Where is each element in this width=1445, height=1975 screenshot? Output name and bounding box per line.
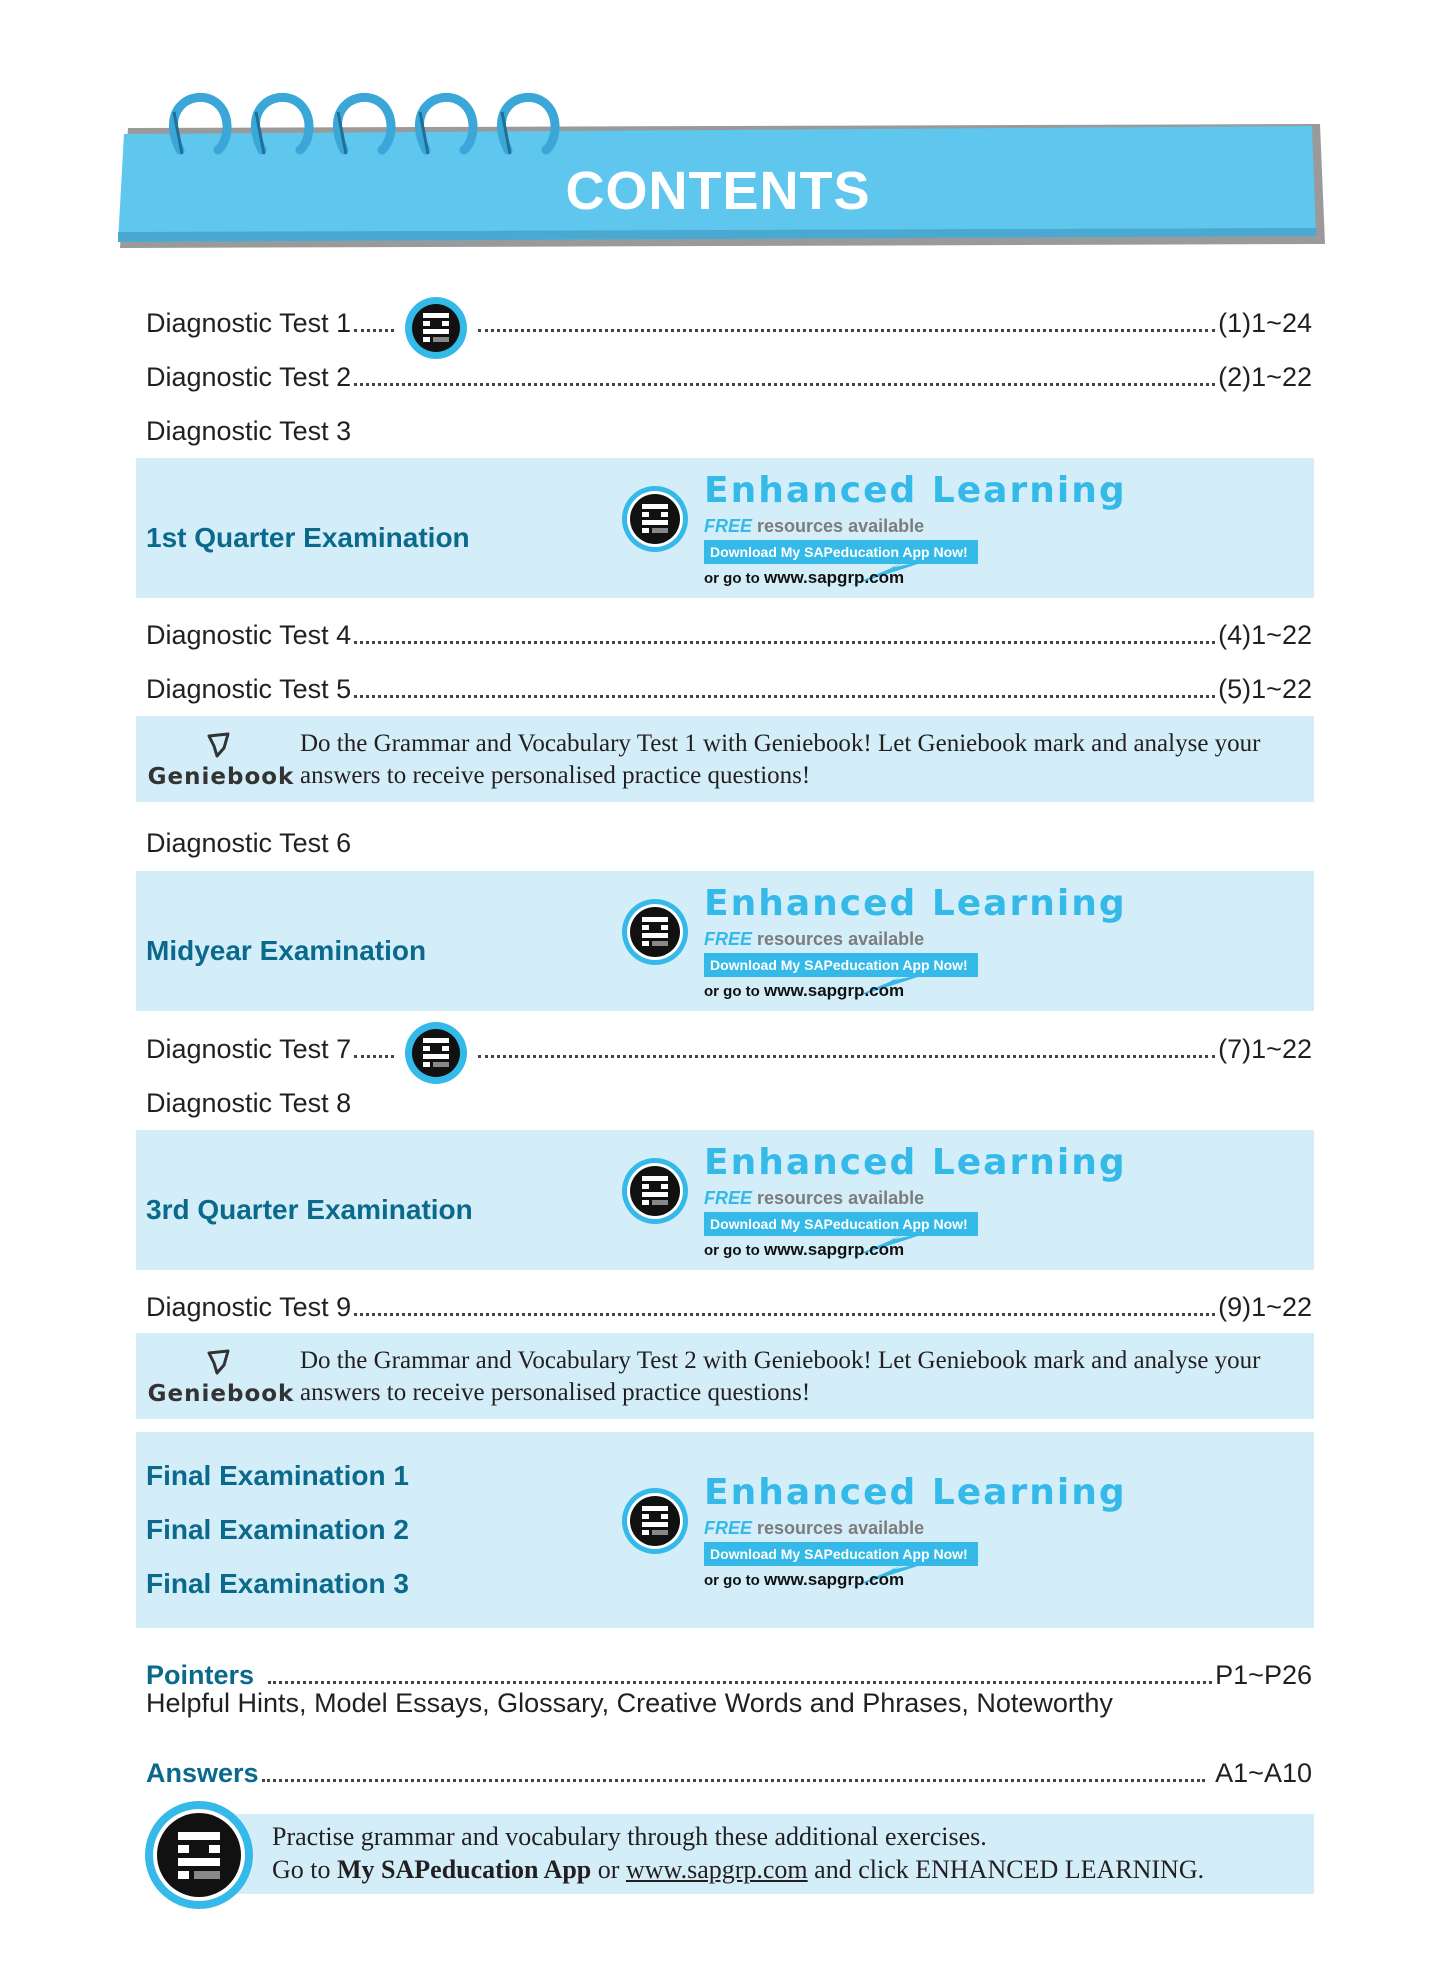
enhanced-learning-title: Enhanced Learning [704,883,1127,924]
exam-label-final-3[interactable]: Final Examination 3 [146,1568,409,1599]
toc-page: (9)1~22 [1218,1292,1312,1322]
geniebook-text: Do the Grammar and Vocabulary Test 2 with Geniebook! Let Geniebook mark and analyse your answers to receive personalised practice questions! [300,1347,1261,1406]
pointers-subtitle: Helpful Hints, Model Essays, Glossary, Creative Words and Phrases, Noteworthy [146,1688,1113,1718]
geniebook-text: Do the Grammar and Vocabulary Test 1 with Geniebook! Let Geniebook mark and analyse your answers to receive personalised practice questions! [300,730,1261,789]
dot-leader [478,328,1215,332]
dot-leader [354,1054,394,1058]
dot-leader [354,694,1215,698]
toc-label: Diagnostic Test 5 [146,674,352,704]
panel-geniebook-1 [136,716,1314,802]
panel-midyear [136,871,1314,1011]
app-name: My SAPeducation App [337,1855,592,1884]
enhanced-learning-title: Enhanced Learning [704,1472,1127,1513]
panel-1st-quarter [136,458,1314,598]
download-app-text: Download My SAPeducation App Now! [704,1212,978,1236]
exam-label[interactable]: 1st Quarter Examination [146,522,470,553]
toc-label: Diagnostic Test 9 [146,1292,352,1322]
geniebook-name: Geniebook [147,1381,295,1407]
toc-label: Diagnostic Test 2 [146,362,352,392]
site-text: or go to www.sapgrp.com [704,1240,905,1259]
toc-page: (7)1~22 [1218,1034,1312,1064]
panel-final-examinations [136,1432,1314,1628]
enhanced-learning-title: Enhanced Learning [704,470,1127,511]
site-text: or go to www.sapgrp.com [704,981,905,1000]
enhanced-learning-logo-icon [620,1156,690,1226]
toc-entry-diagnostic-test-1[interactable] [146,300,1312,340]
toc-entry-diagnostic-test-2[interactable] [146,354,1312,394]
enhanced-learning-badge[interactable] [620,883,1127,1015]
dot-leader [354,382,1215,386]
panel-3rd-quarter [136,1130,1314,1270]
enhanced-learning-logo-icon [620,484,690,554]
toc-label: Diagnostic Test 4 [146,620,352,650]
dot-leader [354,328,394,332]
site-text: or go to www.sapgrp.com [704,568,905,587]
toc-entry-diagnostic-test-8[interactable] [146,1080,1312,1120]
footer-line-1: Practise grammar and vocabulary through these additional exercises. [272,1822,987,1851]
dot-leader [354,640,1215,644]
toc-label: Diagnostic Test 7 [146,1034,352,1064]
toc-entry-answers[interactable] [146,1750,1312,1790]
geniebook-name: Geniebook [147,764,295,790]
toc-page: (4)1~22 [1218,620,1312,650]
enhanced-learning-logo-icon[interactable] [144,1800,254,1910]
exam-label[interactable]: 3rd Quarter Examination [146,1194,473,1225]
geniebook-logo[interactable] [146,730,296,800]
free-resources-text: FREE resources available [704,929,925,949]
enhanced-learning-title: Enhanced Learning [704,1142,1127,1183]
enhanced-learning-badge[interactable] [620,1142,1127,1274]
toc-page: P1~P26 [1215,1660,1312,1690]
enhanced-learning-logo-icon[interactable] [403,1020,469,1086]
toc-label: Diagnostic Test 8 [146,1088,352,1118]
enhanced-learning-logo-icon [620,1486,690,1556]
toc-entry-diagnostic-test-4[interactable] [146,612,1312,652]
enhanced-learning-logo-icon [620,897,690,967]
enhanced-learning-badge[interactable] [620,470,1127,602]
toc-label: Pointers [146,1660,255,1690]
toc-page: (1)1~24 [1218,308,1312,338]
free-resources-text: FREE resources available [704,1518,925,1538]
dot-leader [262,1778,1206,1782]
footer-line-2: Go to My SAPeducation App or www.sapgrp.com and click ENHANCED LEARNING. [272,1855,1205,1884]
page-title: CONTENTS [565,161,871,221]
toc-entry-diagnostic-test-6[interactable] [146,820,1312,860]
free-resources-text: FREE resources available [704,516,925,536]
exam-label-final-2[interactable]: Final Examination 2 [146,1514,409,1545]
geniebook-lamp-icon [204,1347,234,1377]
toc-entry-diagnostic-test-7[interactable] [146,1026,1312,1066]
download-app-text: Download My SAPeducation App Now! [704,540,978,564]
toc-label: Diagnostic Test 6 [146,828,352,858]
exam-label-final-1[interactable]: Final Examination 1 [146,1460,409,1491]
toc-label: Diagnostic Test 1 [146,308,352,338]
download-app-text: Download My SAPeducation App Now! [704,1542,978,1566]
site-link[interactable]: www.sapgrp.com [625,1855,808,1884]
toc-entry-diagnostic-test-3[interactable] [146,408,1312,448]
toc-page: A1~A10 [1215,1758,1312,1788]
geniebook-logo[interactable] [146,1347,296,1417]
geniebook-lamp-icon [204,730,234,760]
toc-entry-diagnostic-test-5[interactable] [146,666,1312,706]
panel-geniebook-2 [136,1333,1314,1419]
footer-text [272,1820,1312,1886]
toc-label: Diagnostic Test 3 [146,416,352,446]
dot-leader [268,1680,1212,1684]
toc-page: (5)1~22 [1218,674,1312,704]
dot-leader [354,1312,1215,1316]
toc-page: (2)1~22 [1218,362,1312,392]
download-app-text: Download My SAPeducation App Now! [704,953,978,977]
enhanced-learning-logo-icon[interactable] [403,295,469,361]
free-resources-text: FREE resources available [704,1188,925,1208]
toc-entry-diagnostic-test-9[interactable] [146,1284,1312,1324]
dot-leader [478,1054,1215,1058]
exam-label[interactable]: Midyear Examination [146,935,427,966]
enhanced-learning-badge[interactable] [620,1472,1127,1604]
toc-label: Answers [146,1758,259,1788]
site-text: or go to www.sapgrp.com [704,1570,905,1589]
